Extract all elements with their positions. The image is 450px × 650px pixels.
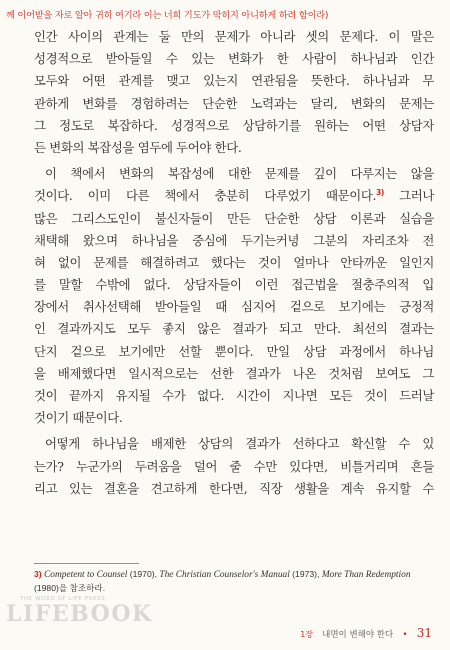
text-line-with-footnote (34, 185, 434, 207)
text-line: 것이기 때문이다. (34, 410, 123, 426)
text-line: 그 정도로 복잡하다. 성경적으로 상담하기를 원하는 어떤 상담자 (34, 117, 434, 133)
logo-wordmark: LIFEBOOK (6, 601, 153, 627)
chapter-title: 내면이 변해야 한다 (322, 630, 394, 640)
logo-subtitle: THE WORD OF LIFE PRESS (20, 596, 106, 602)
footnote-divider (34, 563, 139, 564)
body-text (34, 26, 434, 500)
text-line: 어떻게 하나님을 배제한 상담의 결과가 선하다고 확신할 수 있 (45, 436, 434, 452)
text-line: 관하게 변화를 경험하려는 단순한 노력과는 달리, 변화의 문제는 (34, 95, 434, 111)
top-quote-line: 께 이어받을 자로 알아 귀히 여기라 이는 너희 기도가 막히지 아니하게 하려 함이라) (6, 10, 329, 21)
text-fragment: 것이다. 이미 다른 책에서 충분히 다루었기 때문이다. (34, 188, 377, 204)
footnote (34, 568, 434, 595)
text-line: 를 말할 수밖에 없다. 상담자들이 이런 접근법을 절충주의적 입 (34, 277, 434, 293)
footer-separator: • (402, 630, 408, 640)
footnote-book-title: Competent to Counsel (44, 570, 128, 580)
text-line: 든 변화의 복잡성을 염두에 두어야 한다. (34, 139, 242, 155)
footnote-year: (1970), (127, 569, 160, 579)
footnote-book-title: More Than Redemption (321, 570, 411, 580)
text-line: 리고 있는 결혼을 견고하게 한다면, 직장 생활을 계속 유지할 수 (34, 480, 434, 496)
text-line: 단지 겉으로 보기에만 선할 뿐이다. 만일 상담 과정에서 하나님 (34, 343, 434, 359)
text-fragment: 그러나 (384, 188, 435, 204)
chapter-number: 1장 (300, 630, 314, 639)
text-line: 인 결과까지도 모두 좋지 않은 결과가 되고 만다. 최선의 결과는 (34, 321, 434, 337)
text-line: 혀 없이 문제를 해결하려고 했다는 것이 얼마나 안타까운 일인지 (34, 254, 434, 270)
footnote-ref[interactable]: 3) (376, 188, 384, 198)
footnote-number: 3) (34, 569, 42, 579)
text-line: 인간 사이의 관계는 둘 만의 문제가 아니라 셋의 문제다. 이 말은 (34, 29, 434, 44)
text-line: 모두와 어떤 관계를 맺고 있는지 연관됨을 뜻한다. 하나님과 무 (34, 73, 434, 89)
page-footer (300, 622, 432, 641)
text-line: 는가? 누군가의 두려움을 덜어 줄 수만 있다면, 비틀거리며 흔들 (34, 458, 434, 474)
text-line: 장에서 취사선택해 받아들일 때 심지어 겉으로 보기에는 긍정적 (34, 299, 434, 315)
text-line: 성경적으로 받아들일 수 있는 변화가 한 사람이 하나님과 인간 (34, 51, 434, 67)
page-number: 31 (416, 626, 432, 640)
footnote-book-title: The Christian Counselor's Manual (159, 570, 290, 580)
text-line: 많은 그리스도인이 불신자들이 만든 단순한 상담 이론과 실습을 (34, 210, 434, 226)
text-line: 을 배제했다면 일시적으로는 선한 결과가 나온 것처럼 보여도 그 (34, 365, 434, 381)
text-line: 것이 끝까지 유지될 수가 없다. 시간이 지나면 모든 것이 드러날 (34, 388, 434, 403)
footnote-tail: (1980)을 참조하라. (34, 583, 106, 593)
lifebook-watermark-logo (6, 596, 153, 636)
text-line: 채택해 왔으며 하나님을 중심에 두기는커녕 그분의 자리조차 전 (34, 232, 434, 248)
text-line: 이 책에서 변화의 복잡성에 대한 문제를 깊이 다루지는 않을 (45, 166, 434, 182)
footnote-year: (1973), (289, 569, 322, 579)
